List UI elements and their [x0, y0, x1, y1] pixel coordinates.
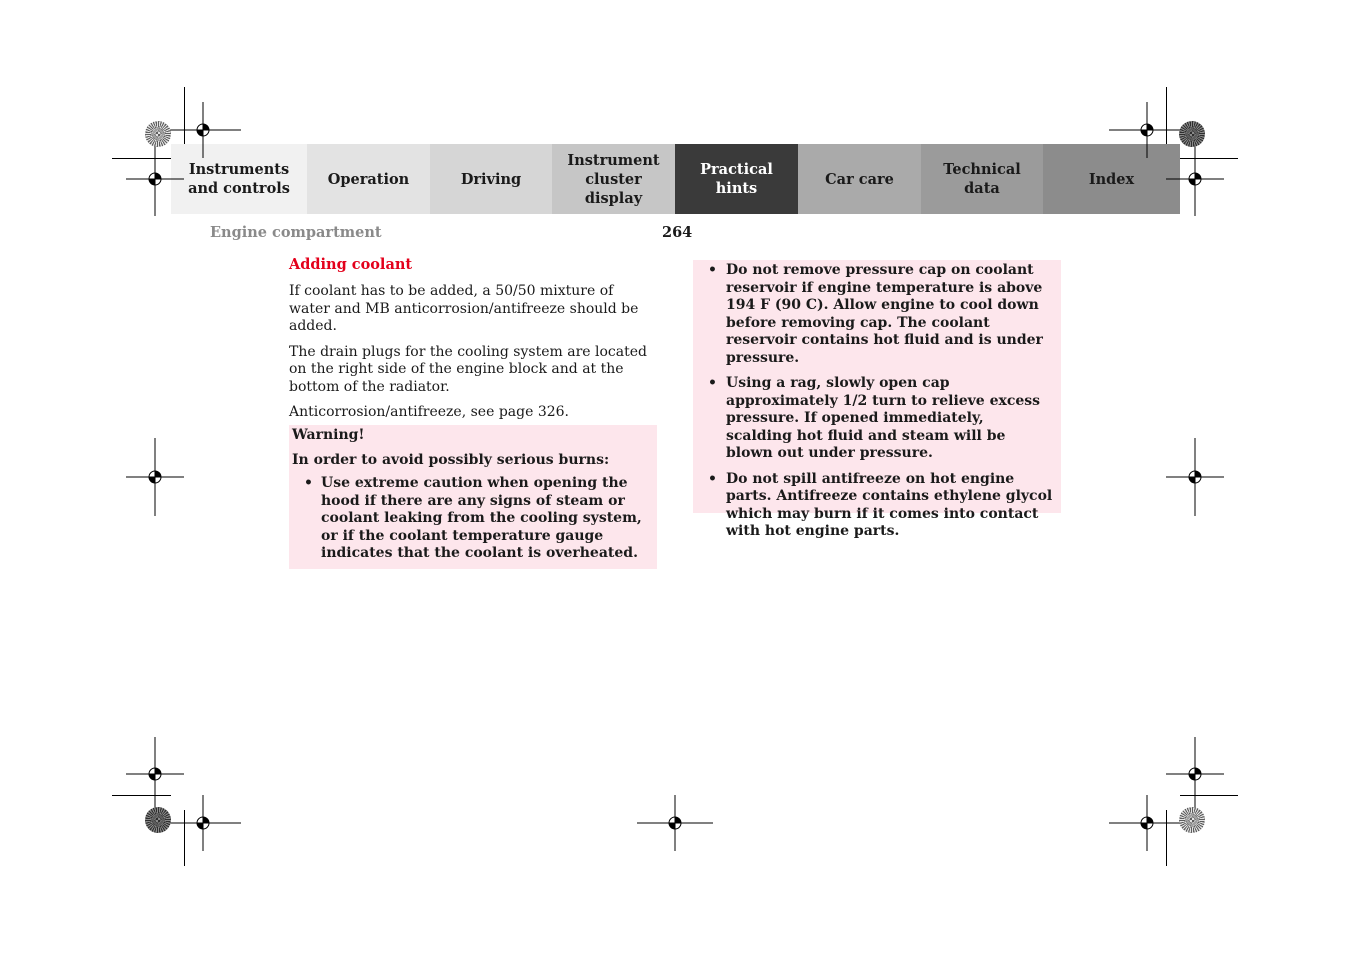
color-wheel-icon	[1179, 807, 1205, 833]
registration-target-icon	[637, 795, 713, 851]
warning-bullet: • Use extreme caution when opening the hood if there are any signs of steam or coolant leaking from the cooling system, or if the coolant temperature gauge indicates that the coolant is overheated.	[292, 475, 654, 563]
registration-target-icon	[126, 142, 184, 216]
registration-target-icon	[1166, 142, 1224, 216]
color-wheel-icon	[145, 807, 171, 833]
paragraph: The drain plugs for the cooling system are located on the right side of the engine block and at the bottom of the radiator.	[289, 343, 647, 395]
page-number: 264	[662, 224, 693, 241]
tab-instruments-and-controls[interactable]: Instruments and controls	[171, 144, 307, 214]
caution-bullet: • Using a rag, slowly open cap approximately 1/2 turn to relieve excess pressure. If opened immediately, scalding hot fluid and steam will be blown out under pressure.	[707, 375, 1053, 463]
registration-target-icon	[126, 438, 184, 516]
tab-driving[interactable]: Driving	[430, 144, 552, 214]
caution-bullet: • Do not spill antifreeze on hot engine parts. Antifreeze contains ethylene glycol which may burn if it comes into contact with hot engine parts.	[707, 471, 1053, 541]
registration-target-icon	[1166, 438, 1224, 516]
color-wheel-icon	[1179, 121, 1205, 147]
tab-operation[interactable]: Operation	[307, 144, 430, 214]
tab-technical-data[interactable]: Technical data	[921, 144, 1043, 214]
tab-practical-hints[interactable]: Practical hints	[675, 144, 798, 214]
paragraph-page-reference: Anticorrosion/antifreeze, see page 326.	[289, 404, 569, 420]
color-wheel-icon	[145, 121, 171, 147]
page-heading: Adding coolant	[289, 256, 413, 273]
caution-bullet: • Do not remove pressure cap on coolant reservoir if engine temperature is above 194 F (90 C). Allow engine to cool down before removing cap. The coolant reservoir contains hot fluid and is under pressure.	[707, 262, 1053, 367]
left-column	[289, 256, 657, 430]
chapter-tabs	[171, 144, 1180, 214]
warning-box	[289, 425, 657, 569]
registration-target-icon	[1109, 795, 1185, 851]
caution-box	[693, 260, 1061, 539]
tab-index[interactable]: Index	[1043, 144, 1180, 214]
caution-list	[707, 262, 1053, 541]
warning-subtitle: In order to avoid possibly serious burns:	[292, 451, 610, 468]
tab-instrument-cluster-display[interactable]: Instrument cluster display	[552, 144, 675, 214]
paragraph: If coolant has to be added, a 50/50 mixture of water and MB anticorrosion/antifreeze should be added.	[289, 283, 639, 334]
warning-title: Warning!	[292, 427, 365, 443]
tab-car-care[interactable]: Car care	[798, 144, 921, 214]
registration-target-icon	[165, 795, 241, 851]
warning-list	[292, 475, 654, 563]
section-title: Engine compartment	[210, 224, 382, 241]
